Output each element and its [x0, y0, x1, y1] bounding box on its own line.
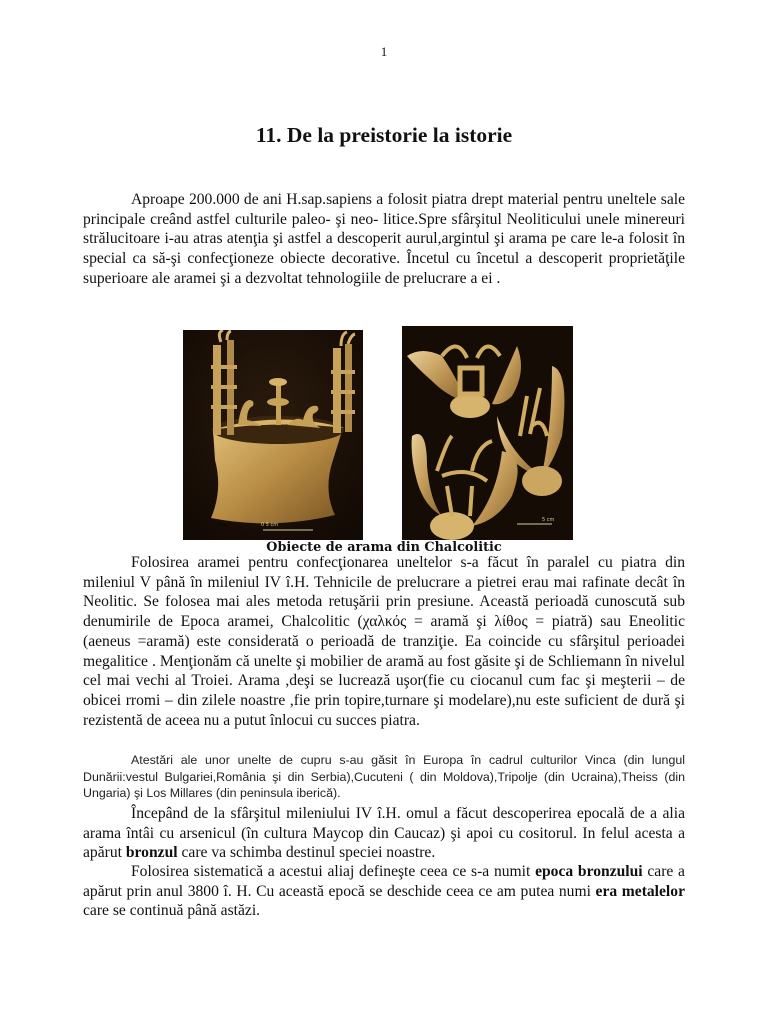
paragraph-attestations-text: Atestări ale unor unelte de cupru s-au găsit în Europa în cadrul culturilor Vinca (din lungul Dunării:vestul Bulgariei,România şi din Serbia),Cucuteni ( din Moldova),Tripolje (din Ucraina),Theiss (din Ungaria) şi Los Millares (din peninsula iberică).	[83, 753, 685, 800]
paragraph-bronze-age-text-b: care a apărut prin anul 3800 î. H. Cu această epocă se deschide ceea ce am putea numi	[83, 863, 685, 900]
paragraph-intro	[83, 190, 685, 289]
bold-term-epoca-bronzului: epoca bronzului	[535, 863, 643, 880]
page-title: 11. De la preistorie la istorie	[255, 123, 513, 147]
photo-copper-vessel	[183, 330, 363, 540]
paragraph-bronze-age-text-a: Folosirea sistematică a acestui aliaj defineşte ceea ce s-a numit	[131, 863, 536, 880]
figure-caption: Obiecte de arama din Chalcolitic	[266, 540, 502, 555]
paragraph-bronze-text-b: care va schimba destinul speciei noastre.	[177, 844, 436, 862]
paragraph-copper-use-text: Folosirea aramei pentru confecţionarea uneltelor s-a făcut în paralel cu piatra din mileniul V până în mileniul IV î.H. Tehnicile de prelucrare a pietrei erau mai rafinate decât în Neolitic. Se folosea mai ales metoda retuşării prin presiune. Această perioadă cunoscută sub denumirile de Epoca aramei, Chalcolitic (χαλκός = aramă şi λίθος = piatră) sau Eneolitic (aeneus =aramă) este considerată o perioadă de tranziţie. Ea coincide cu sfârşitul perioadei megalitice . Menţionăm că unelte şi mobilier de aramă au fost găsite şi de Schliemann în nivelul cel mai vechi al Troiei. Arama ,deşi se lucrează uşor(fie cu ciocanul cum fac şi meşterii – de obicei rromi – din zilele noastre ,fie prin topire,turnare şi modelare),nu este suficient de dură şi rezistentă de aceea nu a putut înlocui cu succes piatra.	[83, 554, 685, 729]
paragraph-copper-use	[83, 553, 685, 730]
page-number: 1	[380, 44, 388, 59]
paragraph-bronze-text-a: Începând de la sfârşitul mileniului IV î.H. omul a făcut descoperirea epocală de a alia arama întâi cu arsenicul (în cultura Maycop din Caucaz) şi apoi cu cositorul. In felul acesta a apărut	[83, 805, 685, 862]
paragraph-bronze-age-text-c: care se continuă până astăzi.	[83, 902, 261, 920]
bold-term-bronzul: bronzul	[125, 844, 178, 862]
paragraph-bronze-age	[83, 862, 685, 921]
bold-term-era-metalelor: era metalelor	[595, 882, 685, 900]
paragraph-intro-text: Aproape 200.000 de ani H.sap.sapiens a folosit piatra drept material pentru uneltele sale principale creând astfel culturile paleo- şi neo- litice.Spre sfârşitul Neoliticului unele minereuri strălucitoare i-au atras atenţia şi astfel a descoperit aurul,argintul şi arama pe care le-a folosit în special ca să-şi confecţioneze obiecte decorative. Încetul cu încetul a descoperit proprietăţile superioare ale aramei şi a dezvoltat tehnologiile de prelucrare a ei .	[83, 191, 685, 287]
figure-chalcolithic-objects	[183, 326, 575, 540]
paragraph-bronze-discovery	[83, 804, 685, 863]
photo-copper-ornaments	[402, 326, 573, 540]
scale-label-left: 0 5 cm	[261, 522, 279, 528]
scale-label-right: 5 cm	[542, 517, 555, 523]
paragraph-attestations	[83, 752, 685, 802]
